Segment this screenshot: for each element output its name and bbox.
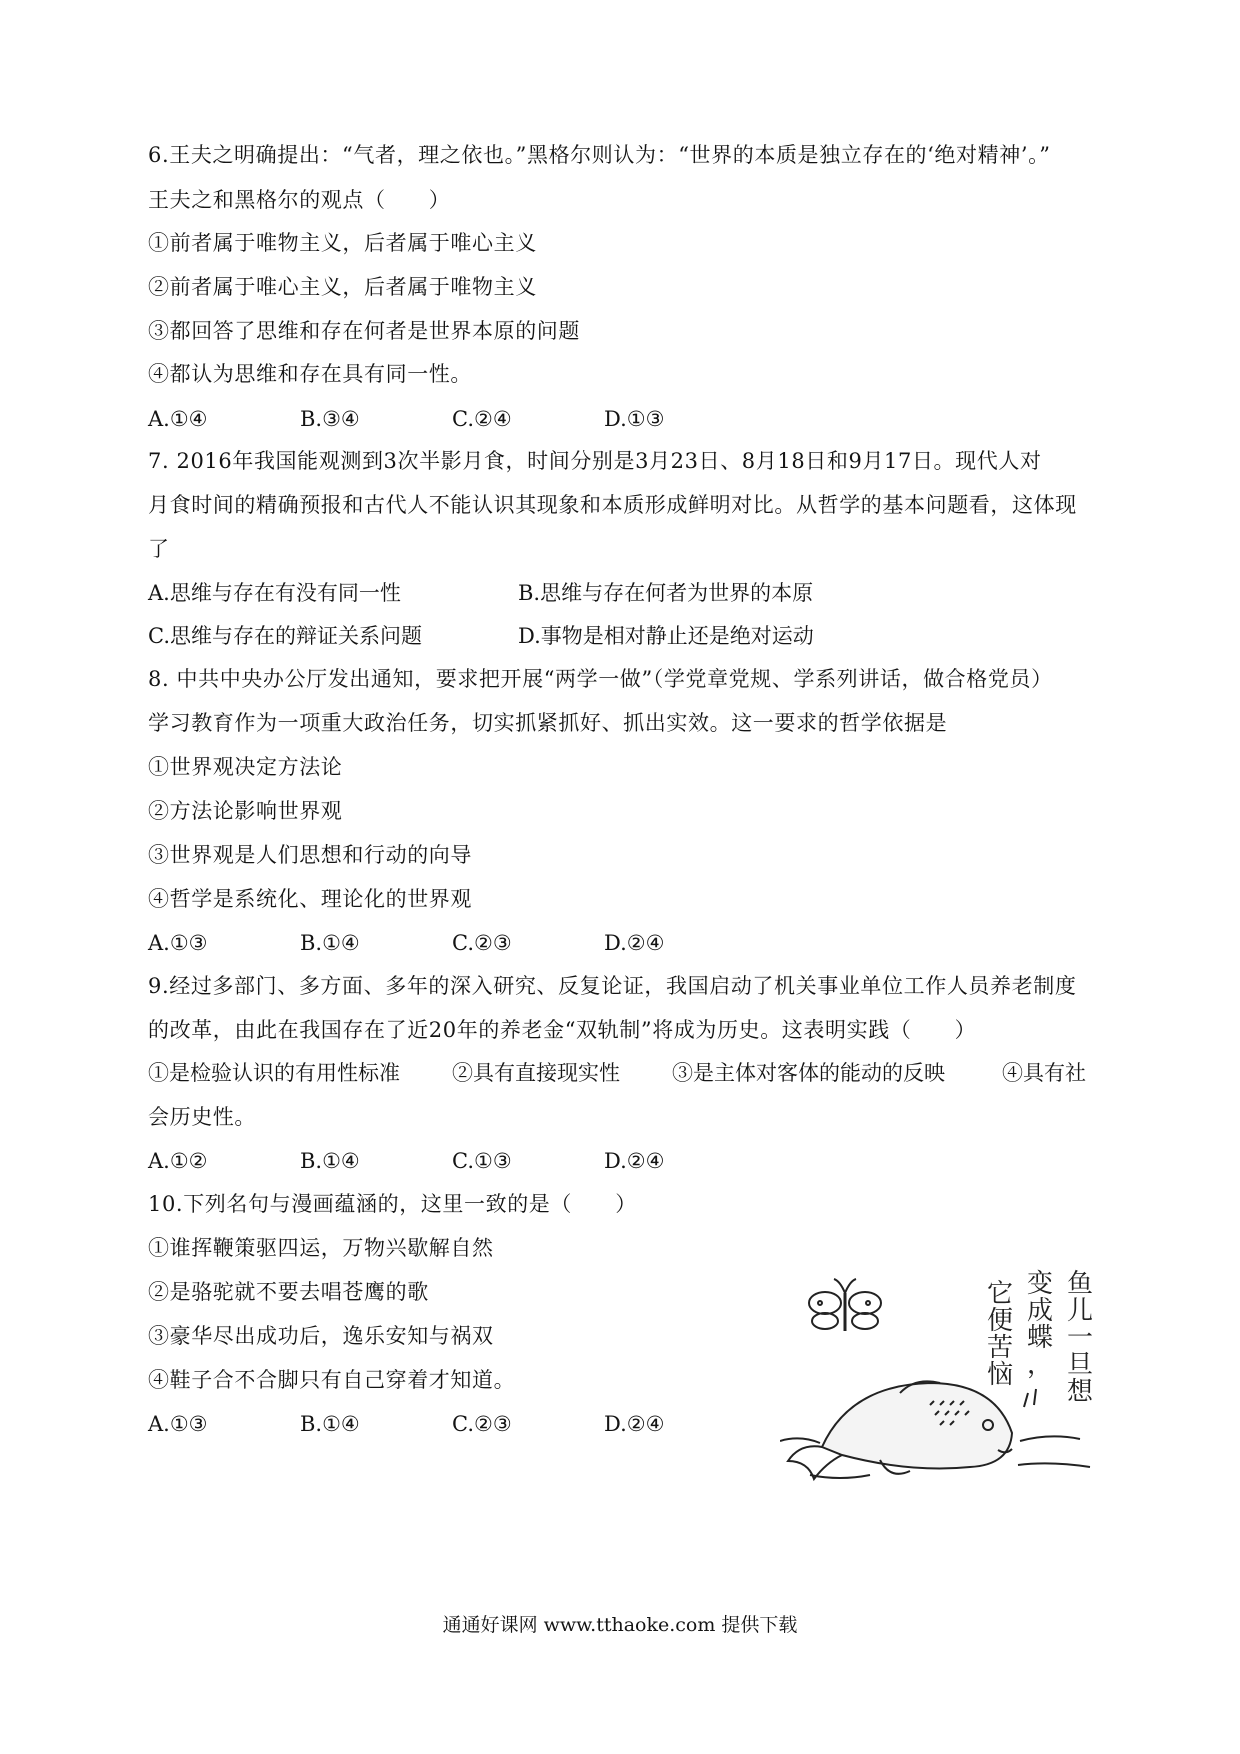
q8-stem-line-2: 学习教育作为一项重大政治任务，切实抓紧抓好、抓出实效。这一要求的哲学依据是	[148, 711, 948, 735]
q7-stem-line-2: 月食时间的精确预报和古代人不能认识其现象和本质形成鲜明对比。从哲学的基本问题看，这体现	[148, 493, 1077, 517]
q6-stem-line-1: 6.王夫之明确提出：“气者，理之依也。”黑格尔则认为：“世界的本质是独立存在的‘绝对精神’。”	[148, 143, 1051, 167]
q6-option-d: D.①③	[604, 407, 665, 431]
q6-option-b: B.③④	[300, 407, 360, 431]
butterfly-icon	[809, 1279, 881, 1331]
q9-option-b: B.①④	[300, 1149, 360, 1173]
q10-option-c: C.②③	[452, 1412, 512, 1436]
q7-option-b: B.思维与存在何者为世界的本原	[518, 581, 814, 605]
q9-stem-line-2: 的改革，由此在我国存在了近20年的养老金“双轨制”将成为历史。这表明实践（ ）	[148, 1018, 977, 1042]
q9-statement-4-continued: 会历史性。	[148, 1105, 256, 1129]
q8-statement-2: ②方法论影响世界观	[148, 799, 343, 823]
q6-statement-1: ①前者属于唯物主义，后者属于唯心主义	[148, 231, 537, 255]
q6-statement-2: ②前者属于唯心主义，后者属于唯物主义	[148, 275, 537, 299]
q10-statement-3: ③豪华尽出成功后，逸乐安知与祸双	[148, 1324, 494, 1348]
q8-option-d: D.②④	[604, 931, 665, 955]
q7-option-d: D.事物是相对静止还是绝对运动	[518, 624, 814, 648]
q7-stem-line-3: 了	[148, 537, 170, 561]
q10-stem: 10.下列名句与漫画蕴涵的，这里一致的是（ ）	[148, 1192, 637, 1216]
cartoon-drawing	[780, 1265, 1110, 1515]
cartoon-caption-col-2: 变 成 蝶 ，	[1026, 1269, 1053, 1380]
q9-option-d: D.②④	[604, 1149, 665, 1173]
q6-statement-4: ④都认为思维和存在具有同一性。	[148, 362, 472, 386]
q8-stem-line-1: 8. 中共中央办公厅发出通知，要求把开展“两学一做”（学党章党规、学系列讲话，做合格党员）	[148, 667, 1053, 691]
q9-statement-3: ③是主体对客体的能动的反映	[672, 1061, 945, 1085]
q9-option-a: A.①②	[148, 1149, 208, 1173]
page-footer: 通通好课网 www.tthaoke.com 提供下载	[442, 1614, 798, 1636]
q6-option-a: A.①④	[148, 407, 208, 431]
q8-statement-4: ④哲学是系统化、理论化的世界观	[148, 887, 472, 911]
q8-option-c: C.②③	[452, 931, 512, 955]
q8-option-a: A.①③	[148, 931, 208, 955]
q9-statement-1: ①是检验认识的有用性标准	[148, 1061, 400, 1085]
q6-statement-3: ③都回答了思维和存在何者是世界本原的问题	[148, 319, 580, 343]
q6-option-c: C.②④	[452, 407, 512, 431]
q7-option-c: C.思维与存在的辩证关系问题	[148, 624, 422, 648]
q7-option-a: A.思维与存在有没有同一性	[148, 581, 401, 605]
fish-butterfly-cartoon	[780, 1265, 1110, 1515]
q10-statement-1: ①谁挥鞭策驱四运，万物兴歇解自然	[148, 1236, 494, 1260]
q10-option-d: D.②④	[604, 1412, 665, 1436]
q9-option-c: C.①③	[452, 1149, 512, 1173]
q10-option-a: A.①③	[148, 1412, 208, 1436]
q8-statement-1: ①世界观决定方法论	[148, 755, 343, 779]
cartoon-caption-col-3: 它 便 苦 恼	[986, 1279, 1013, 1390]
q10-option-b: B.①④	[300, 1412, 360, 1436]
q8-statement-3: ③世界观是人们思想和行动的向导	[148, 843, 472, 867]
q10-statement-2: ②是骆驼就不要去唱苍鹰的歌	[148, 1280, 429, 1304]
q9-statement-4: ④具有社	[1002, 1061, 1086, 1085]
q10-statement-4: ④鞋子合不合脚只有自己穿着才知道。	[148, 1368, 516, 1392]
fish-icon	[780, 1381, 1090, 1479]
q8-option-b: B.①④	[300, 931, 360, 955]
q9-stem-line-1: 9.经过多部门、多方面、多年的深入研究、反复论证，我国启动了机关事业单位工作人员养老制度	[148, 974, 1077, 998]
q7-stem-line-1: 7. 2016年我国能观测到3次半影月食，时间分别是3月23日、8月18日和9月17日。现代人对	[148, 449, 1042, 473]
q9-statement-2: ②具有直接现实性	[452, 1061, 620, 1085]
q6-stem-line-2: 王夫之和黑格尔的观点（ ）	[148, 188, 451, 212]
cartoon-caption-col-1: 鱼 儿 一 旦 想	[1066, 1269, 1093, 1407]
